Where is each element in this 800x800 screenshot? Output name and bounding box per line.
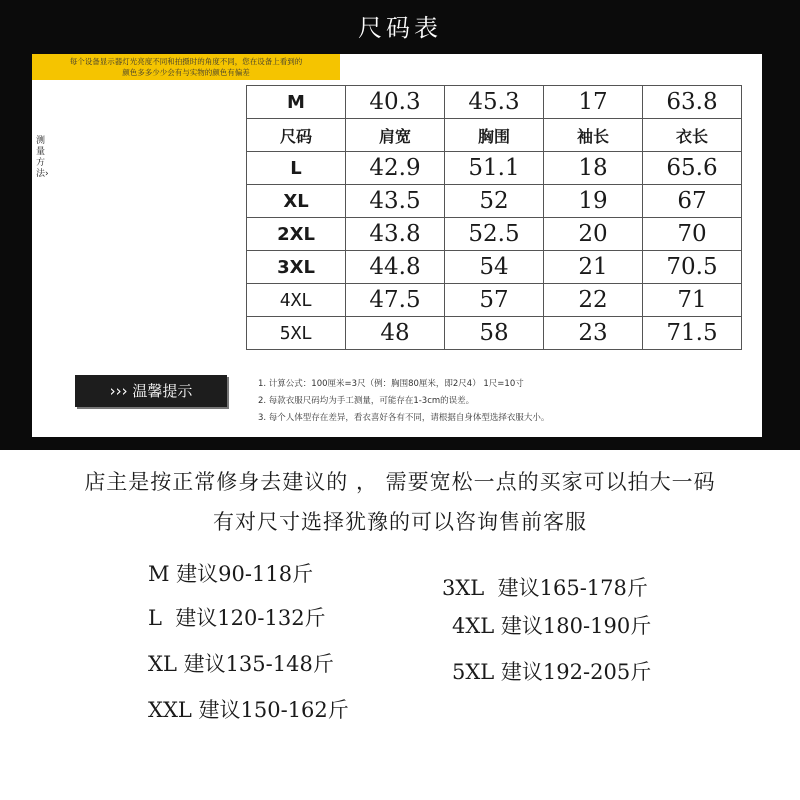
tip-note: 3. 每个人体型存在差异，看衣喜好各有不同，请根据自身体型选择衣服大小。 [258, 413, 550, 423]
warm-tips-label: ››› 温馨提示 [75, 375, 227, 407]
table-cell: 2XL [247, 218, 346, 251]
table-cell: 43.8 [346, 218, 445, 251]
table-row [247, 185, 742, 218]
weight-recommendation-xl: XL 建议135-148斤 [148, 652, 334, 676]
weight-recommendation-m: M 建议90-118斤 [148, 562, 314, 586]
table-cell: 48 [346, 317, 445, 350]
table-row [247, 218, 742, 251]
measure-method-label: 测量方法› [36, 136, 49, 179]
table-row [247, 251, 742, 284]
table-row [247, 152, 742, 185]
size-chart-card [32, 54, 762, 437]
table-cell: L [247, 152, 346, 185]
table-cell: 18 [544, 152, 643, 185]
weight-recommendation-5xl: 5XL 建议192-205斤 [452, 660, 652, 684]
table-cell: 45.3 [445, 86, 544, 119]
column-header-length: 衣长 [643, 119, 742, 152]
table-cell: XL [247, 185, 346, 218]
table-cell: 47.5 [346, 284, 445, 317]
weight-recommendation-xxl: XXL 建议150-162斤 [148, 698, 349, 722]
table-cell: M [247, 86, 346, 119]
table-cell: 71 [643, 284, 742, 317]
table-cell: 71.5 [643, 317, 742, 350]
table-row [247, 317, 742, 350]
table-cell: 42.9 [346, 152, 445, 185]
tip-note: 1. 计算公式：100厘米=3尺（例：胸围80厘米，即2尺4） 1尺=10寸 [258, 379, 524, 389]
column-header-sleeve: 袖长 [544, 119, 643, 152]
table-cell: 17 [544, 86, 643, 119]
table-cell: 21 [544, 251, 643, 284]
tip-note: 2. 每款衣服尺码均为手工测量，可能存在1-3cm的误差。 [258, 396, 475, 406]
table-cell: 5XL [247, 317, 346, 350]
table-cell: 70 [643, 218, 742, 251]
table-row [247, 284, 742, 317]
table-cell: 44.8 [346, 251, 445, 284]
table-cell: 19 [544, 185, 643, 218]
disclaimer-line-2: 颜色多多少少会有与实物的颜色有偏差 [122, 68, 250, 77]
table-cell: 67 [643, 185, 742, 218]
table-cell: 40.3 [346, 86, 445, 119]
table-header-row [247, 119, 742, 152]
weight-recommendation-4xl: 4XL 建议180-190斤 [452, 614, 652, 638]
weight-recommendation-l: L 建议120-132斤 [148, 606, 326, 630]
table-cell: 63.8 [643, 86, 742, 119]
table-cell: 51.1 [445, 152, 544, 185]
table-cell: 65.6 [643, 152, 742, 185]
table-cell: 20 [544, 218, 643, 251]
size-table [246, 85, 742, 350]
tips-notes [258, 376, 549, 427]
table-cell: 4XL [247, 284, 346, 317]
weight-recommendation-3xl: 3XL 建议165-178斤 [442, 576, 648, 600]
size-chart-title: 尺码表 [358, 14, 442, 42]
table-cell: 22 [544, 284, 643, 317]
table-cell: 52.5 [445, 218, 544, 251]
disclaimer-line-1: 每个设备显示器灯光亮度不同和拍摄时的角度不同，您在设备上看到的 [69, 57, 303, 66]
table-cell: 57 [445, 284, 544, 317]
shop-advice-line-1: 店主是按正常修身去建议的 ， 需要宽松一点的买家可以拍大一码 [84, 470, 716, 494]
color-disclaimer-banner [32, 54, 340, 80]
table-cell: 23 [544, 317, 643, 350]
table-cell: 70.5 [643, 251, 742, 284]
table-cell: 58 [445, 317, 544, 350]
shop-advice-line-2: 有对尺寸选择犹豫的可以咨询售前客服 [213, 510, 587, 534]
table-cell: 3XL [247, 251, 346, 284]
table-cell: 43.5 [346, 185, 445, 218]
table-cell: 54 [445, 251, 544, 284]
table-cell: 52 [445, 185, 544, 218]
table-row [247, 86, 742, 119]
column-header-chest: 胸围 [445, 119, 544, 152]
column-header-size: 尺码 [247, 119, 346, 152]
column-header-shoulder: 肩宽 [346, 119, 445, 152]
